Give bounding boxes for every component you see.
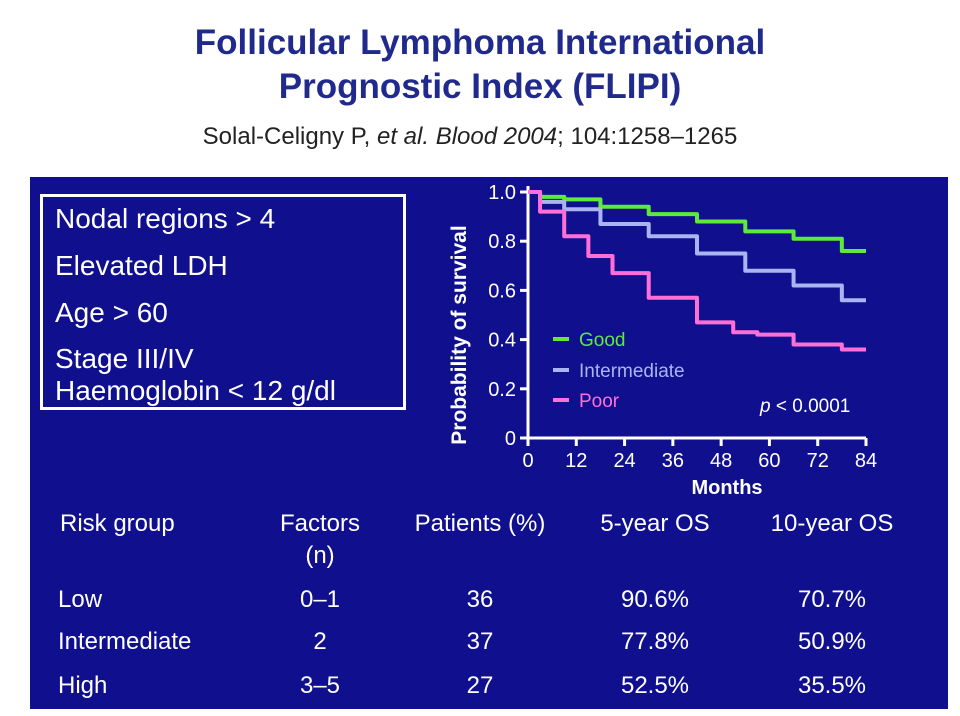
table-header-risk-group: Risk group [60,510,175,537]
table-header-patients: Patients (%) [414,510,546,537]
y-axis-label: Probability of survival [448,225,471,445]
x-tick-label: 24 [613,450,636,472]
table-row-low-factors: 0–1 [299,586,341,613]
x-tick-label: 48 [710,450,733,472]
table-row-intermediate-patients: 37 [466,628,494,655]
risk-factor-nodal: Nodal regions > 4 [55,203,276,234]
table-row-low-5yr: 90.6% [620,586,690,613]
table-row-low-patients: 36 [466,586,494,613]
table-row-low-group: Low [58,586,103,613]
table-header-10yr-os: 10-year OS [770,510,894,537]
citation-authors: Solal-Celigny P, [202,123,371,150]
title-line-1: Follicular Lymphoma International [194,23,766,62]
legend-label-intermediate: Intermediate [579,361,685,382]
risk-factor-ldh: Elevated LDH [55,250,228,281]
p-value-text: < 0.0001 [770,396,851,417]
table-header-factors: Factors [279,510,360,537]
y-tick-label: 0.4 [488,329,516,352]
series-line-intermediate [528,192,866,300]
x-tick-label: 84 [854,450,878,472]
table-row-high-group: High [58,672,108,699]
table-row-high-5yr: 52.5% [620,672,690,699]
x-tick-label: 0 [522,450,534,472]
table-row-high-10yr: 35.5% [797,672,867,699]
legend-label-poor: Poor [579,391,620,412]
x-tick-label: 36 [661,450,684,472]
citation-journal: Blood 2004 [435,123,558,150]
table-row-intermediate-factors: 2 [313,628,327,655]
x-axis-label: Months [691,477,763,499]
risk-factor-age: Age > 60 [55,297,168,328]
citation-etal: et al. [376,123,430,150]
table-row-high-factors: 3–5 [299,672,341,699]
table-row-low-10yr: 70.7% [797,586,867,613]
x-tick-label: 60 [758,450,781,472]
table-header-5yr-os: 5-year OS [600,510,710,537]
y-tick-label: 0.6 [488,280,516,303]
citation-ref: ; 104:1258–1265 [557,123,738,150]
y-tick-label: 0.8 [488,231,516,254]
x-tick-label: 12 [565,450,588,472]
legend-label-good: Good [579,330,626,351]
table-row-intermediate-group: Intermediate [58,628,192,655]
table-header-factors-unit: (n) [305,542,335,569]
table-row-intermediate-5yr: 77.8% [620,628,690,655]
y-tick-label: 1.0 [488,182,516,204]
table-row-high-patients: 27 [466,672,494,699]
table-row-intermediate-10yr: 50.9% [797,628,867,655]
y-tick-label: 0.2 [488,378,516,401]
y-tick-label: 0 [504,428,516,450]
risk-factor-haemoglobin: Haemoglobin < 12 g/dl [55,375,336,406]
x-tick-label: 72 [806,450,829,472]
risk-factor-stage: Stage III/IV [55,343,194,374]
title-line-2: Prognostic Index (FLIPI) [278,67,682,106]
p-value-annotation [759,396,850,417]
p-value-symbol: p [760,396,771,417]
